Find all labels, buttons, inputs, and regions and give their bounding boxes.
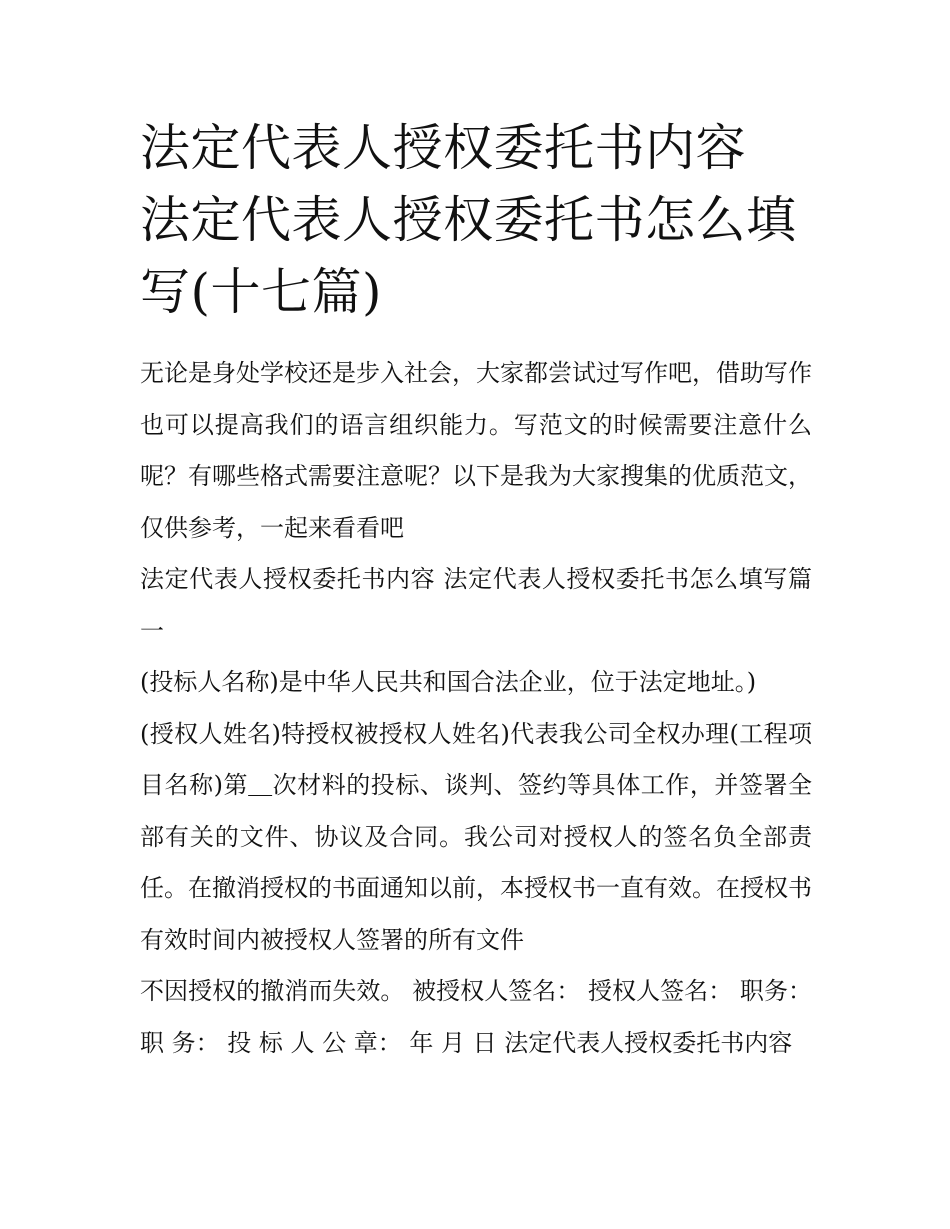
document-title: 法定代表人授权委托书内容 法定代表人授权委托书怎么填写(十七篇) bbox=[140, 119, 797, 321]
authorization-paragraph: (授权人姓名)特授权被授权人姓名)代表我公司全权办理(工程项目名称)第＿次材料的投标、谈判、签约等具体工作，并签署全部有关的文件、协议及合同。我公司对授权人的签名负全部责任。在撤消授权的书面通知以前，本授权书一直有效。在授权书有效时间内被授权人签署的所有文件 bbox=[140, 719, 812, 954]
intro-paragraph: 无论是身处学校还是步入社会，大家都尝试过写作吧，借助写作也可以提高我们的语言组织能力。写范文的时候需要注意什么呢？有哪些格式需要注意呢？以下是我为大家搜集的优质范文，仅供参考，一起来看看吧 bbox=[140, 359, 812, 542]
bidder-paragraph: (投标人名称)是中华人民共和国合法企业，位于法定地址。) bbox=[140, 668, 757, 696]
document-page bbox=[140, 112, 812, 1069]
section-heading: 法定代表人授权委托书内容 法定代表人授权委托书怎么填写篇一 bbox=[140, 565, 812, 645]
document-body bbox=[140, 348, 812, 1069]
signature-paragraph: 不因授权的撤消而失效。 被授权人签名： 授权人签名： 职务： 职 务： 投 标 人 公 章： 年 月 日 法定代表人授权委托书内容 bbox=[140, 977, 812, 1057]
